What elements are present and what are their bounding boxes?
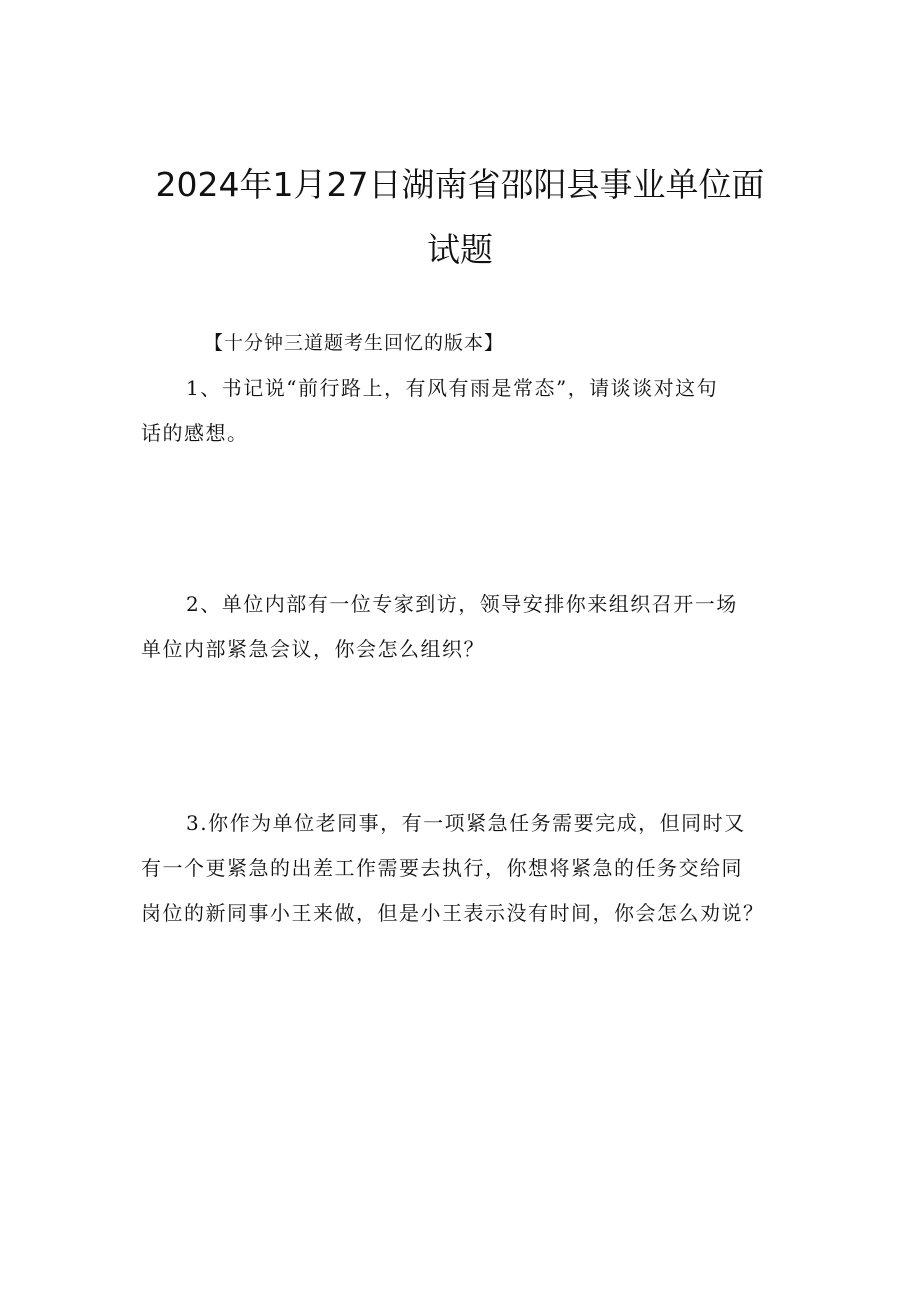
question-3-line-1: 3.你作为单位老同事，有一项紧急任务需要完成，但同时又 xyxy=(186,811,746,835)
question-3-line-3: 岗位的新同事小王来做，但是小王表示没有时间，你会怎么劝说？ xyxy=(141,901,765,925)
version-note: 【十分钟三道题考生回忆的版本】 xyxy=(204,332,505,354)
question-2 xyxy=(141,582,783,672)
question-2-line-2: 单位内部紧急会议，你会怎么组织？ xyxy=(141,637,485,661)
question-3 xyxy=(141,801,783,936)
question-1 xyxy=(141,366,783,456)
question-1-line-1: 1、书记说“前行路上，有风有雨是常态”，请谈谈对这句 xyxy=(186,376,719,400)
question-1-line-2: 话的感想。 xyxy=(141,421,249,445)
document-title-line-1: 2024年1月27日湖南省邵阳县事业单位面 xyxy=(155,165,765,204)
question-2-line-1: 2、单位内部有一位专家到访，领导安排你来组织召开一场 xyxy=(186,592,738,616)
document-title-line-2: 试题 xyxy=(427,230,493,269)
question-3-line-2: 有一个更紧急的出差工作需要去执行，你想将紧急的任务交给同 xyxy=(141,856,743,880)
